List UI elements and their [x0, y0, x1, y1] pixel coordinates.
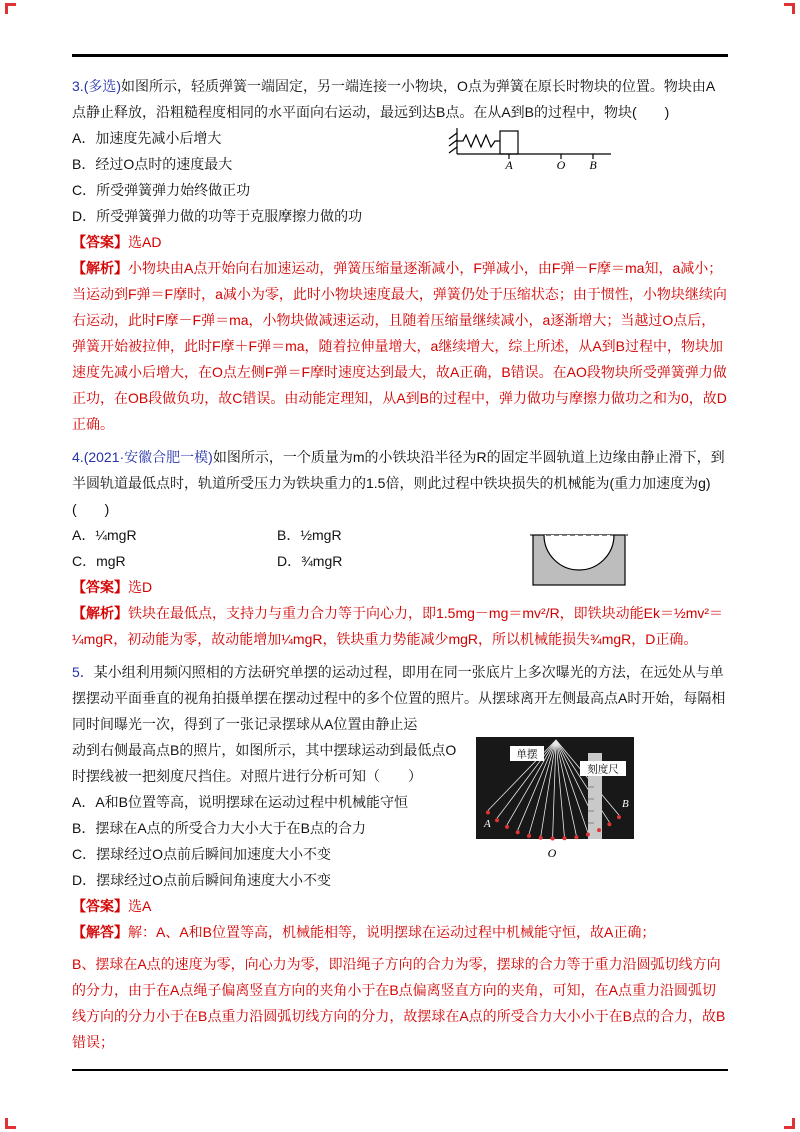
q5-solution-label: 【解答】 — [72, 923, 128, 940]
q5-option-a: A．A和B位置等高，说明摆球在运动过程中机械能守恒 — [72, 793, 409, 810]
q5-stem-continued: 动到右侧最高点B的照片，如图所示，其中摆球运动到最低点O时摆线被一把刻度尺挡住。对照片进行分析可知（ ） — [72, 741, 457, 784]
q4-option-c: C．mgR — [72, 552, 126, 569]
ruler-label: 刻度尺 — [587, 763, 619, 775]
q3-analysis-text: 小物块由A点开始向右加速运动，弹簧压缩量逐渐减小，F弹减小，由F弹－F摩＝ma知，a减小；当运动到F弹＝F摩时，a减小为零，此时小物块速度最大，弹簧仍处于压缩状态；由于惯性，小物块继续向右运动，此时F摩－F弹＝ma，小物块做减速运动，且随着压缩量继续减小，a逐渐增大；当越过O点后，弹簧开始被拉伸，此时F摩＋F弹＝ma，随着拉伸量增大，a继续增大，综上所述，从A到B过程中，物块加速度先减小后增大，在O点左侧F弹＝F摩时速度达到最大，故A正确，B错误。在AO段物块所受弹簧弹力做正功，在OB段做负功，故C错误。由动能定理知，从A到B的过程中，弹力做功与摩擦力做功之和为0，故D正确。 — [72, 259, 727, 432]
q5-number: 5． — [72, 663, 94, 680]
q3-answer-label: 【答案】 — [72, 233, 128, 250]
q5-solution-1 — [72, 919, 728, 945]
q4-option-row-2 — [72, 548, 728, 574]
q3-answer — [72, 229, 728, 255]
q5-stem — [72, 659, 728, 737]
q4-analysis — [72, 600, 728, 652]
q4-answer — [72, 574, 728, 600]
q5-body — [72, 737, 728, 893]
q5-answer-label: 【答案】 — [72, 897, 128, 914]
question-4 — [72, 444, 728, 652]
q5-solution-text-1: 解：A、A和B位置等高，机械能相等，说明摆球在运动过程中机械能守恒，故A正确； — [128, 923, 656, 940]
question-5 — [72, 659, 728, 1055]
q4-option-b: B．½mgR — [277, 526, 342, 543]
photo-point-a-label: A — [484, 817, 491, 830]
photo-point-o-label: O — [547, 845, 557, 860]
corner-mark — [784, 3, 795, 14]
pendulum-label: 单摆 — [516, 748, 538, 760]
q3-option-a: A．加速度先减小后增大 — [72, 129, 222, 146]
q3-stem-text: 如图所示，轻质弹簧一端固定，另一端连接一小物块，O点为弹簧在原长时物块的位置。物块由A点静止释放，沿粗糙程度相同的水平面向右运动，最远到达B点。在从A到B的过程中，物块( ) — [72, 77, 716, 120]
track-figure-svg — [530, 524, 628, 588]
q4-option-d: D．¾mgR — [277, 552, 343, 569]
q3-option-d: D．所受弹簧弹力做的功等于克服摩擦力做的功 — [72, 207, 363, 224]
spring-point-a-label: A — [505, 157, 513, 171]
top-rule — [72, 54, 728, 57]
q5-option-d: D．摆球经过O点前后瞬间角速度大小不变 — [72, 871, 331, 888]
corner-mark — [5, 3, 16, 14]
q4-source: (2021·安徽合肥一模) — [83, 448, 213, 465]
q5-option-b: B．摆球在A点的所受合力大小大于在B点的合力 — [72, 819, 367, 836]
corner-mark — [5, 1118, 16, 1129]
q4-answer-label: 【答案】 — [72, 578, 128, 595]
q4-option-row-1 — [72, 522, 728, 548]
q3-answer-value: 选AD — [128, 233, 162, 250]
q3-analysis-label: 【解析】 — [72, 259, 128, 276]
document-content — [72, 54, 728, 1071]
q5-answer — [72, 893, 728, 919]
q5-option-c: C．摆球经过O点前后瞬间加速度大小不变 — [72, 845, 331, 862]
pendulum-photo-figure — [476, 737, 636, 868]
q4-stem-text: 如图所示，一个质量为m的小铁块沿半径为R的固定半圆轨道上边缘由静止滑下，到半圆轨道最低点时，轨道所受压力为铁块重力的1.5倍，则此过程中铁块损失的机械能为(重力加速度为g)( ) — [72, 448, 725, 517]
q4-option-a: A．¼mgR — [72, 526, 137, 543]
q3-options — [72, 125, 728, 229]
question-3 — [72, 73, 728, 437]
q3-number: 3. — [72, 77, 84, 94]
spring-figure-svg — [441, 125, 616, 171]
q5-solution-2: B、摆球在A点的速度为零，向心力为零，即沿绳子方向的合力为零，摆球的合力等于重力沿圆弧切线方向的分力，由于在A点绳子偏离竖直方向的夹角小于在B点偏离竖直方向的夹角，可知，在A点重力沿圆弧切线方向的分力小于在B点重力沿圆弧切线方向的分力，故摆球在A点的所受合力大小小于在B点的合力，故B错误； — [72, 955, 726, 1050]
q4-analysis-text: 铁块在最低点，支持力与重力合力等于向心力，即1.5mg－mg＝mv²/R，即铁块动能Ek＝½mv²＝¼mgR，初动能为零，故动能增加¼mgR，铁块重力势能减少mgR，所以机械能损失¾mgR，D正确。 — [72, 604, 724, 647]
q3-option-b: B．经过O点时的速度最大 — [72, 155, 233, 172]
corner-mark — [784, 1118, 795, 1129]
photo-point-b-label: B — [622, 797, 629, 810]
q4-answer-value: 选D — [128, 578, 153, 595]
spring-block-figure — [441, 125, 616, 176]
bottom-rule — [72, 1069, 728, 1072]
spring-point-o-label: O — [556, 157, 566, 171]
q4-analysis-label: 【解析】 — [72, 604, 128, 621]
q4-number: 4. — [72, 448, 84, 465]
pendulum-photo-svg — [476, 737, 636, 863]
q3-multi-select-tag: (多选) — [83, 77, 122, 94]
q3-option-c: C．所受弹簧弹力始终做正功 — [72, 181, 251, 198]
q4-stem — [72, 444, 728, 522]
spring-point-b-label: B — [589, 157, 597, 171]
q5-answer-value: 选A — [128, 897, 152, 914]
q3-stem — [72, 73, 728, 125]
q4-options — [72, 522, 728, 574]
q3-analysis — [72, 255, 728, 437]
q5-stem-text-1: 某小组利用频闪照相的方法研究单摆的运动过程，即用在同一张底片上多次曝光的方法，在远处从与单摆摆动平面垂直的视角拍摄单摆在摆动过程中的多个位置的照片。从摆球离开左侧最高点A时开始，每隔相同时间曝光一次，得到了一张记录摆球从A位置由静止运 — [72, 663, 726, 732]
semicircle-track-figure — [530, 524, 628, 593]
